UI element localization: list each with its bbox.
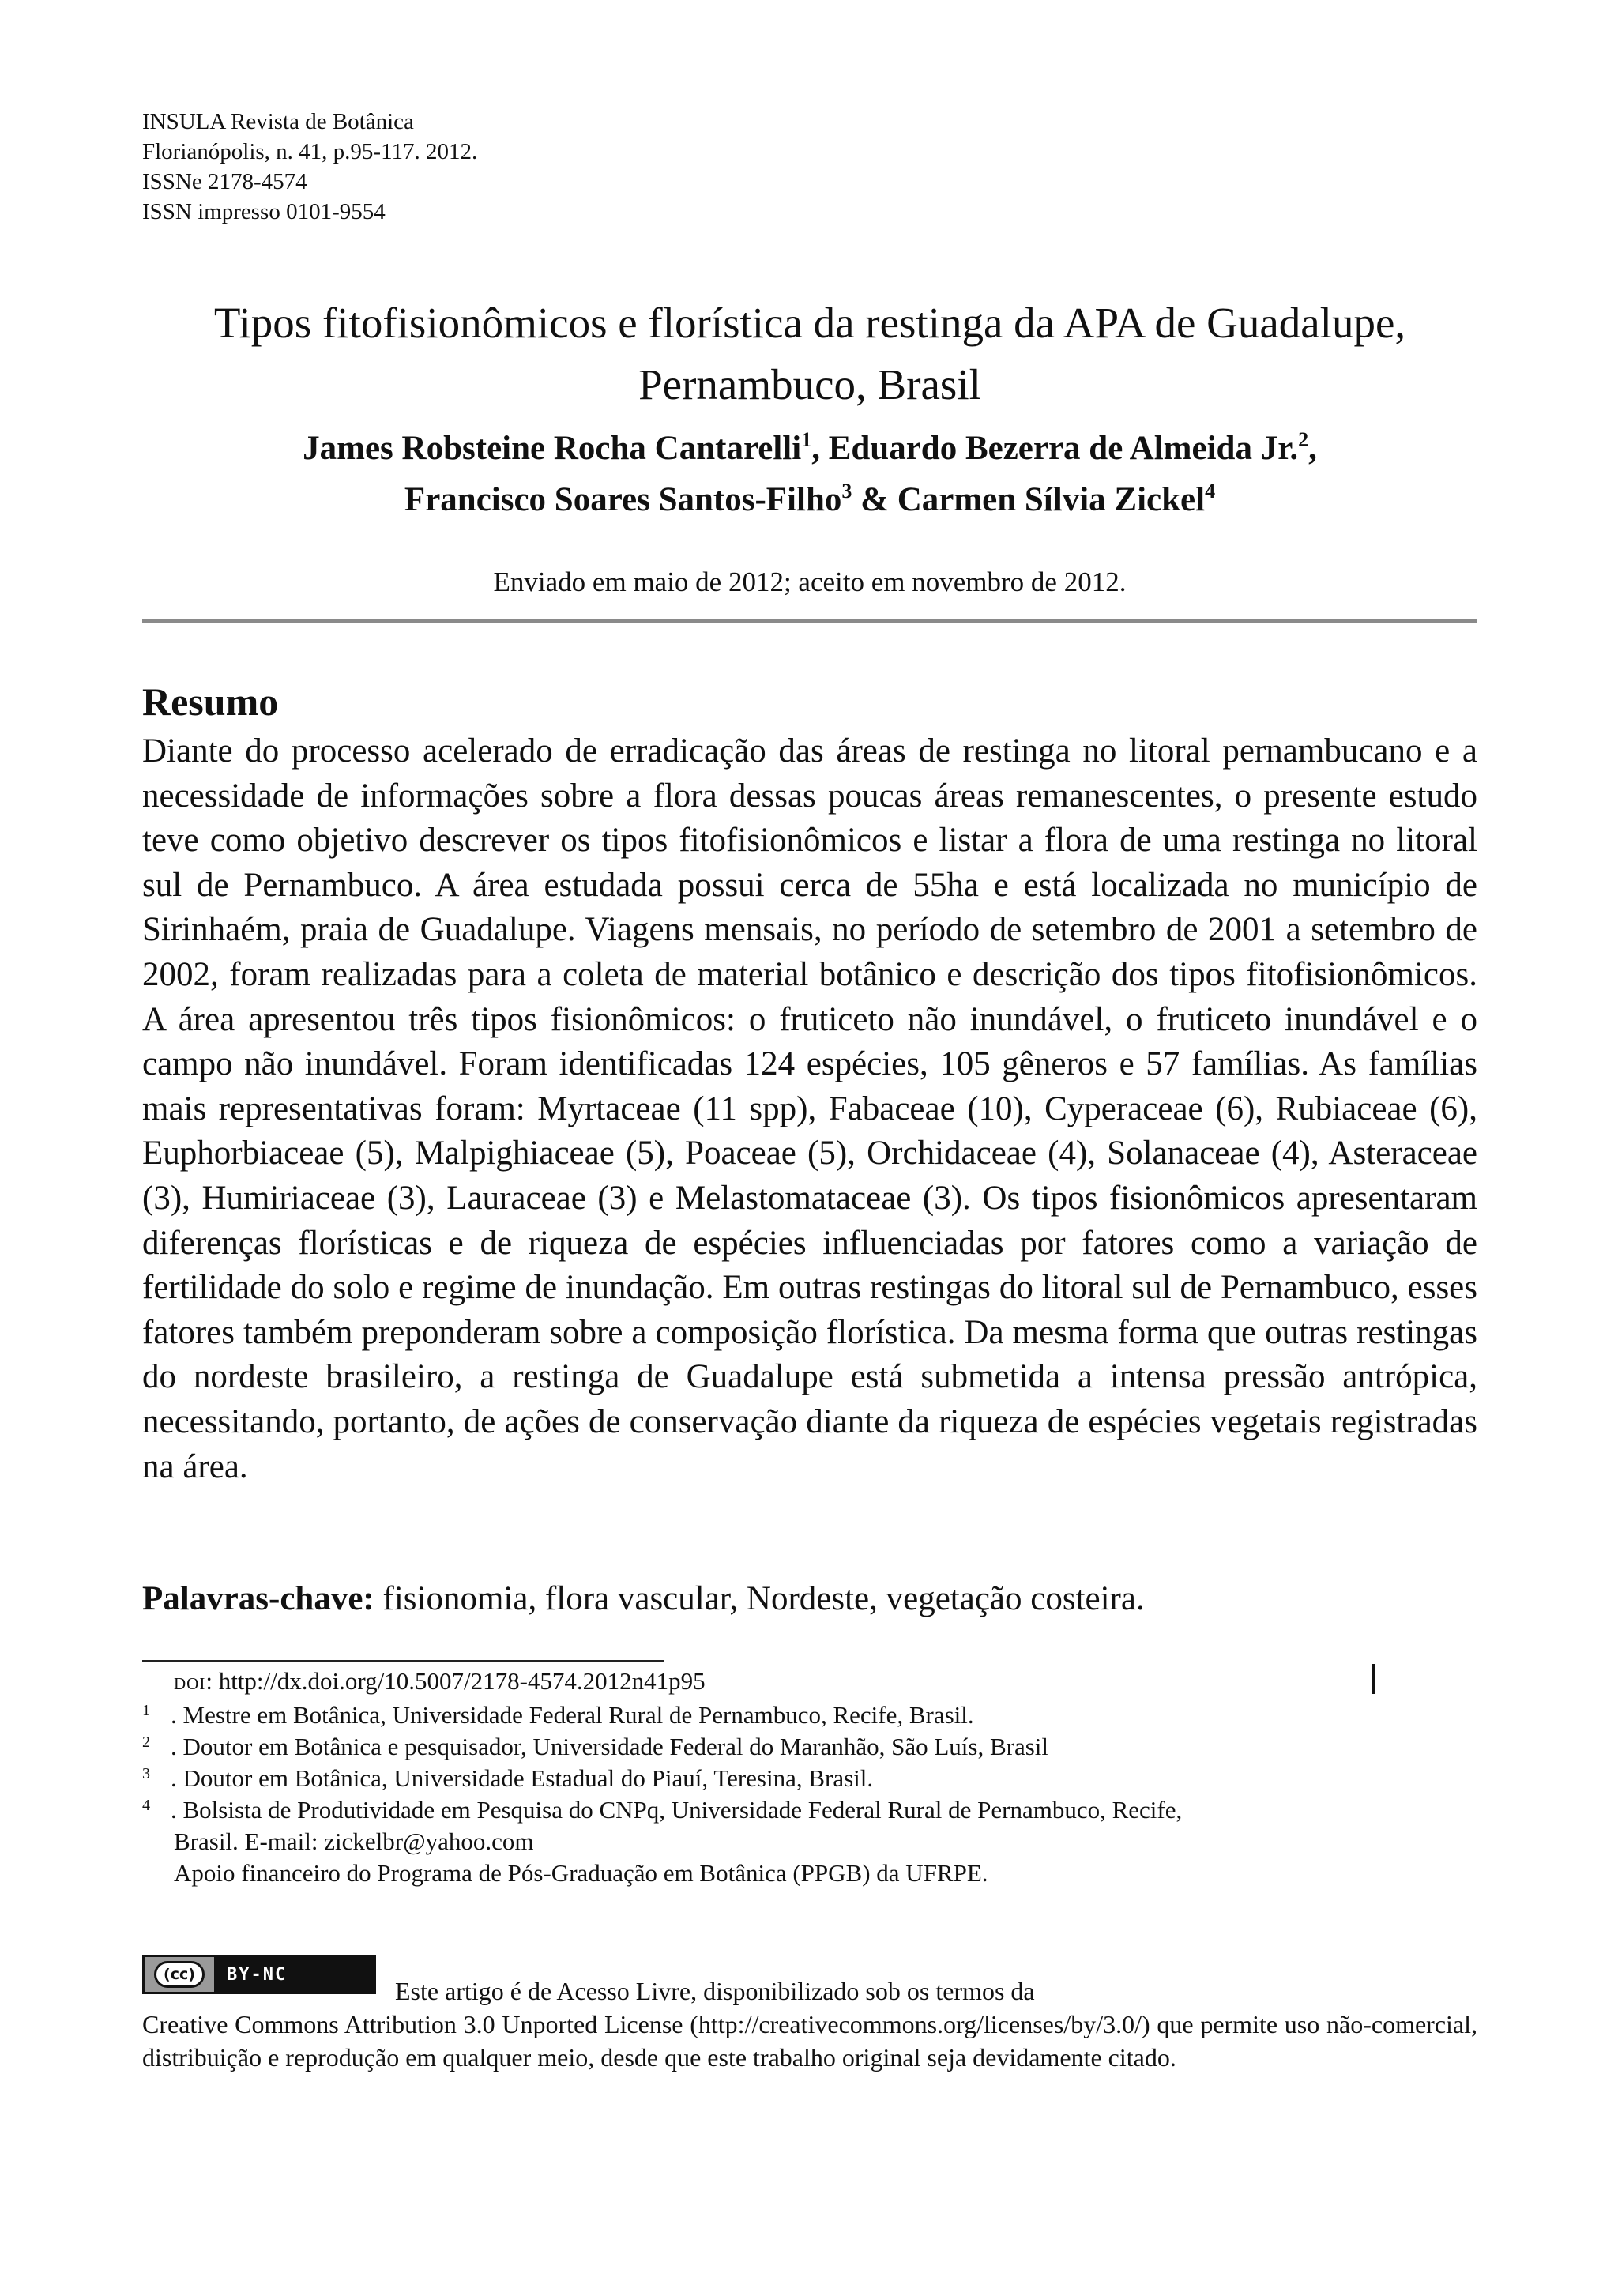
author-1: James Robsteine Rocha Cantarelli [303, 430, 802, 467]
author-3-affiliation: 3 [841, 480, 852, 502]
author-connector: & [860, 481, 889, 518]
footnote-2-number: 2 [142, 1733, 150, 1751]
abstract-text: Diante do processo acelerado de erradicação das áreas de restinga no litoral pernambucano e a necessidade de informações sobre a flora dessas poucas áreas remanescentes, o presente estudo teve como objetivo descrever os tipos fitofisionômicos e listar a flora de uma restinga no litoral sul de Pernambuco. A área estudada possui cerca de 55ha e está localizada no município de Sirinhaém, praia de Guadalupe. Viagens mensais, no período de setembro de 2001 a setembro de 2002, foram realizadas para a coleta de material botânico e descrição dos tipos fitofisionômicos. A área apresentou três tipos fisionômicos: o fruticeto não inundável, o fruticeto inundável e o campo não inundável. Foram identificadas 124 espécies, 105 gêneros e 57 famílias. As famílias mais representativas foram: Myrtaceae (11 spp), Fabaceae (10), Cyperaceae (6), Rubiaceae (6), Euphorbiaceae (5), Malpighiaceae (5), Poaceae (5), Orchidaceae (4), Solanaceae (4), Asteraceae (3), Humiriaceae (3), Lauraceae (3) e Melastomataceae (3). Os tipos fisionômicos apresentaram diferenças florísticas e de riqueza de espécies influenciadas por fatores como a variação de fertilidade do solo e regime de inundação. Em outras restingas do litoral sul de Pernambuco, esses fatores também preponderam sobre a composição florística. Da mesma forma que outras restingas do nordeste brasileiro, a restinga de Guadalupe está submetida a intensa pressão antrópica, necessitando, portanto, de ações de conservação diante da riqueza de espécies vegetais registradas na área. [142, 732, 1477, 1485]
footnote-4 [142, 1794, 1477, 1826]
author-list [142, 423, 1477, 525]
margin-bar-mark [1372, 1664, 1375, 1694]
journal-issue: Florianópolis, n. 41, p.95-117. 2012. [142, 139, 478, 164]
journal-issn-e: ISSNe 2178-4574 [142, 169, 307, 194]
footnote-2 [142, 1731, 1477, 1763]
submission-dates: Enviado em maio de 2012; aceito em novembro de 2012. [493, 566, 1127, 597]
keywords [142, 1577, 1477, 1621]
footnote-4-number: 4 [142, 1797, 150, 1814]
author-4-affiliation: 4 [1205, 480, 1216, 502]
cc-icon: (cc) [154, 1961, 205, 1988]
funding-note: Apoio financeiro do Programa de Pós-Graduação em Botânica (PPGB) da UFRPE. [174, 1859, 988, 1887]
doi-label: DOI [174, 1674, 206, 1693]
journal-name: INSULA Revista de Botânica [142, 109, 414, 134]
license-terms: Creative Commons Attribution 3.0 Unported License (http://creativecommons.org/licenses/by/3.0/) que permite uso não-comercial, distribuição e reprodução em qualquer meio, desde que este trabalho original seja devidamente citado. [142, 2010, 1477, 2072]
footnote-2-text: . Doutor em Botânica e pesquisador, Universidade Federal do Maranhão, São Luís, Brasil [171, 1733, 1049, 1760]
license-statement [142, 1974, 1477, 2074]
footnote-1-text: . Mestre em Botânica, Universidade Federal Rural de Pernambuco, Recife, Brasil. [171, 1701, 974, 1729]
author-2-affiliation: 2 [1298, 428, 1309, 451]
footnote-divider [142, 1660, 664, 1662]
author-4: Carmen Sílvia Zickel [897, 481, 1206, 518]
paper-page [142, 0, 1477, 2296]
title-line-2: Pernambuco, Brasil [638, 360, 981, 408]
footnote-1-number: 1 [142, 1702, 150, 1719]
footnote-3-number: 3 [142, 1765, 150, 1782]
keywords-list: fisionomia, flora vascular, Nordeste, vegetação costeira. [382, 1580, 1145, 1617]
license-line-1: Este artigo é de Acesso Livre, disponibilizado sob os termos da [395, 1977, 1035, 2005]
header-divider [142, 619, 1477, 623]
author-2: Eduardo Bezerra de Almeida Jr. [828, 430, 1299, 467]
author-line-1: James Robsteine Rocha Cantarelli$^1$, Eduardo Bezerra de Almeida Jr.$^2$, [303, 428, 1317, 467]
author-line-2 [142, 474, 1477, 525]
footnote-4-continued: Brasil. E-mail: zickelbr@yahoo.com [174, 1827, 534, 1855]
journal-issn-print: ISSN impresso 0101-9554 [142, 199, 386, 224]
abstract-heading: Resumo [142, 679, 279, 724]
footnote-3-text: . Doutor em Botânica, Universidade Estadual do Piauí, Teresina, Brasil. [171, 1764, 874, 1792]
footnotes [142, 1666, 1477, 1889]
footnote-doi [142, 1666, 1477, 1699]
by-nc-label: BY-NC [216, 1957, 374, 1992]
author-1-affiliation: 1 [801, 428, 812, 451]
footnote-3 [142, 1763, 1477, 1794]
journal-header [142, 107, 477, 227]
footnote-1 [142, 1699, 1477, 1731]
footnote-4-text: . Bolsista de Produtividade em Pesquisa do CNPq, Universidade Federal Rural de Pernambuco, Recife, [171, 1796, 1183, 1824]
author-3: Francisco Soares Santos-Filho [404, 481, 842, 518]
doi-link[interactable]: : http://dx.doi.org/10.5007/2178-4574.2012n41p95 [205, 1667, 706, 1695]
paper-title [142, 292, 1477, 416]
title-line-1: Tipos fitofisionômicos e florística da restinga da APA de Guadalupe, [213, 299, 1406, 347]
keywords-label: Palavras-chave: [142, 1580, 374, 1617]
